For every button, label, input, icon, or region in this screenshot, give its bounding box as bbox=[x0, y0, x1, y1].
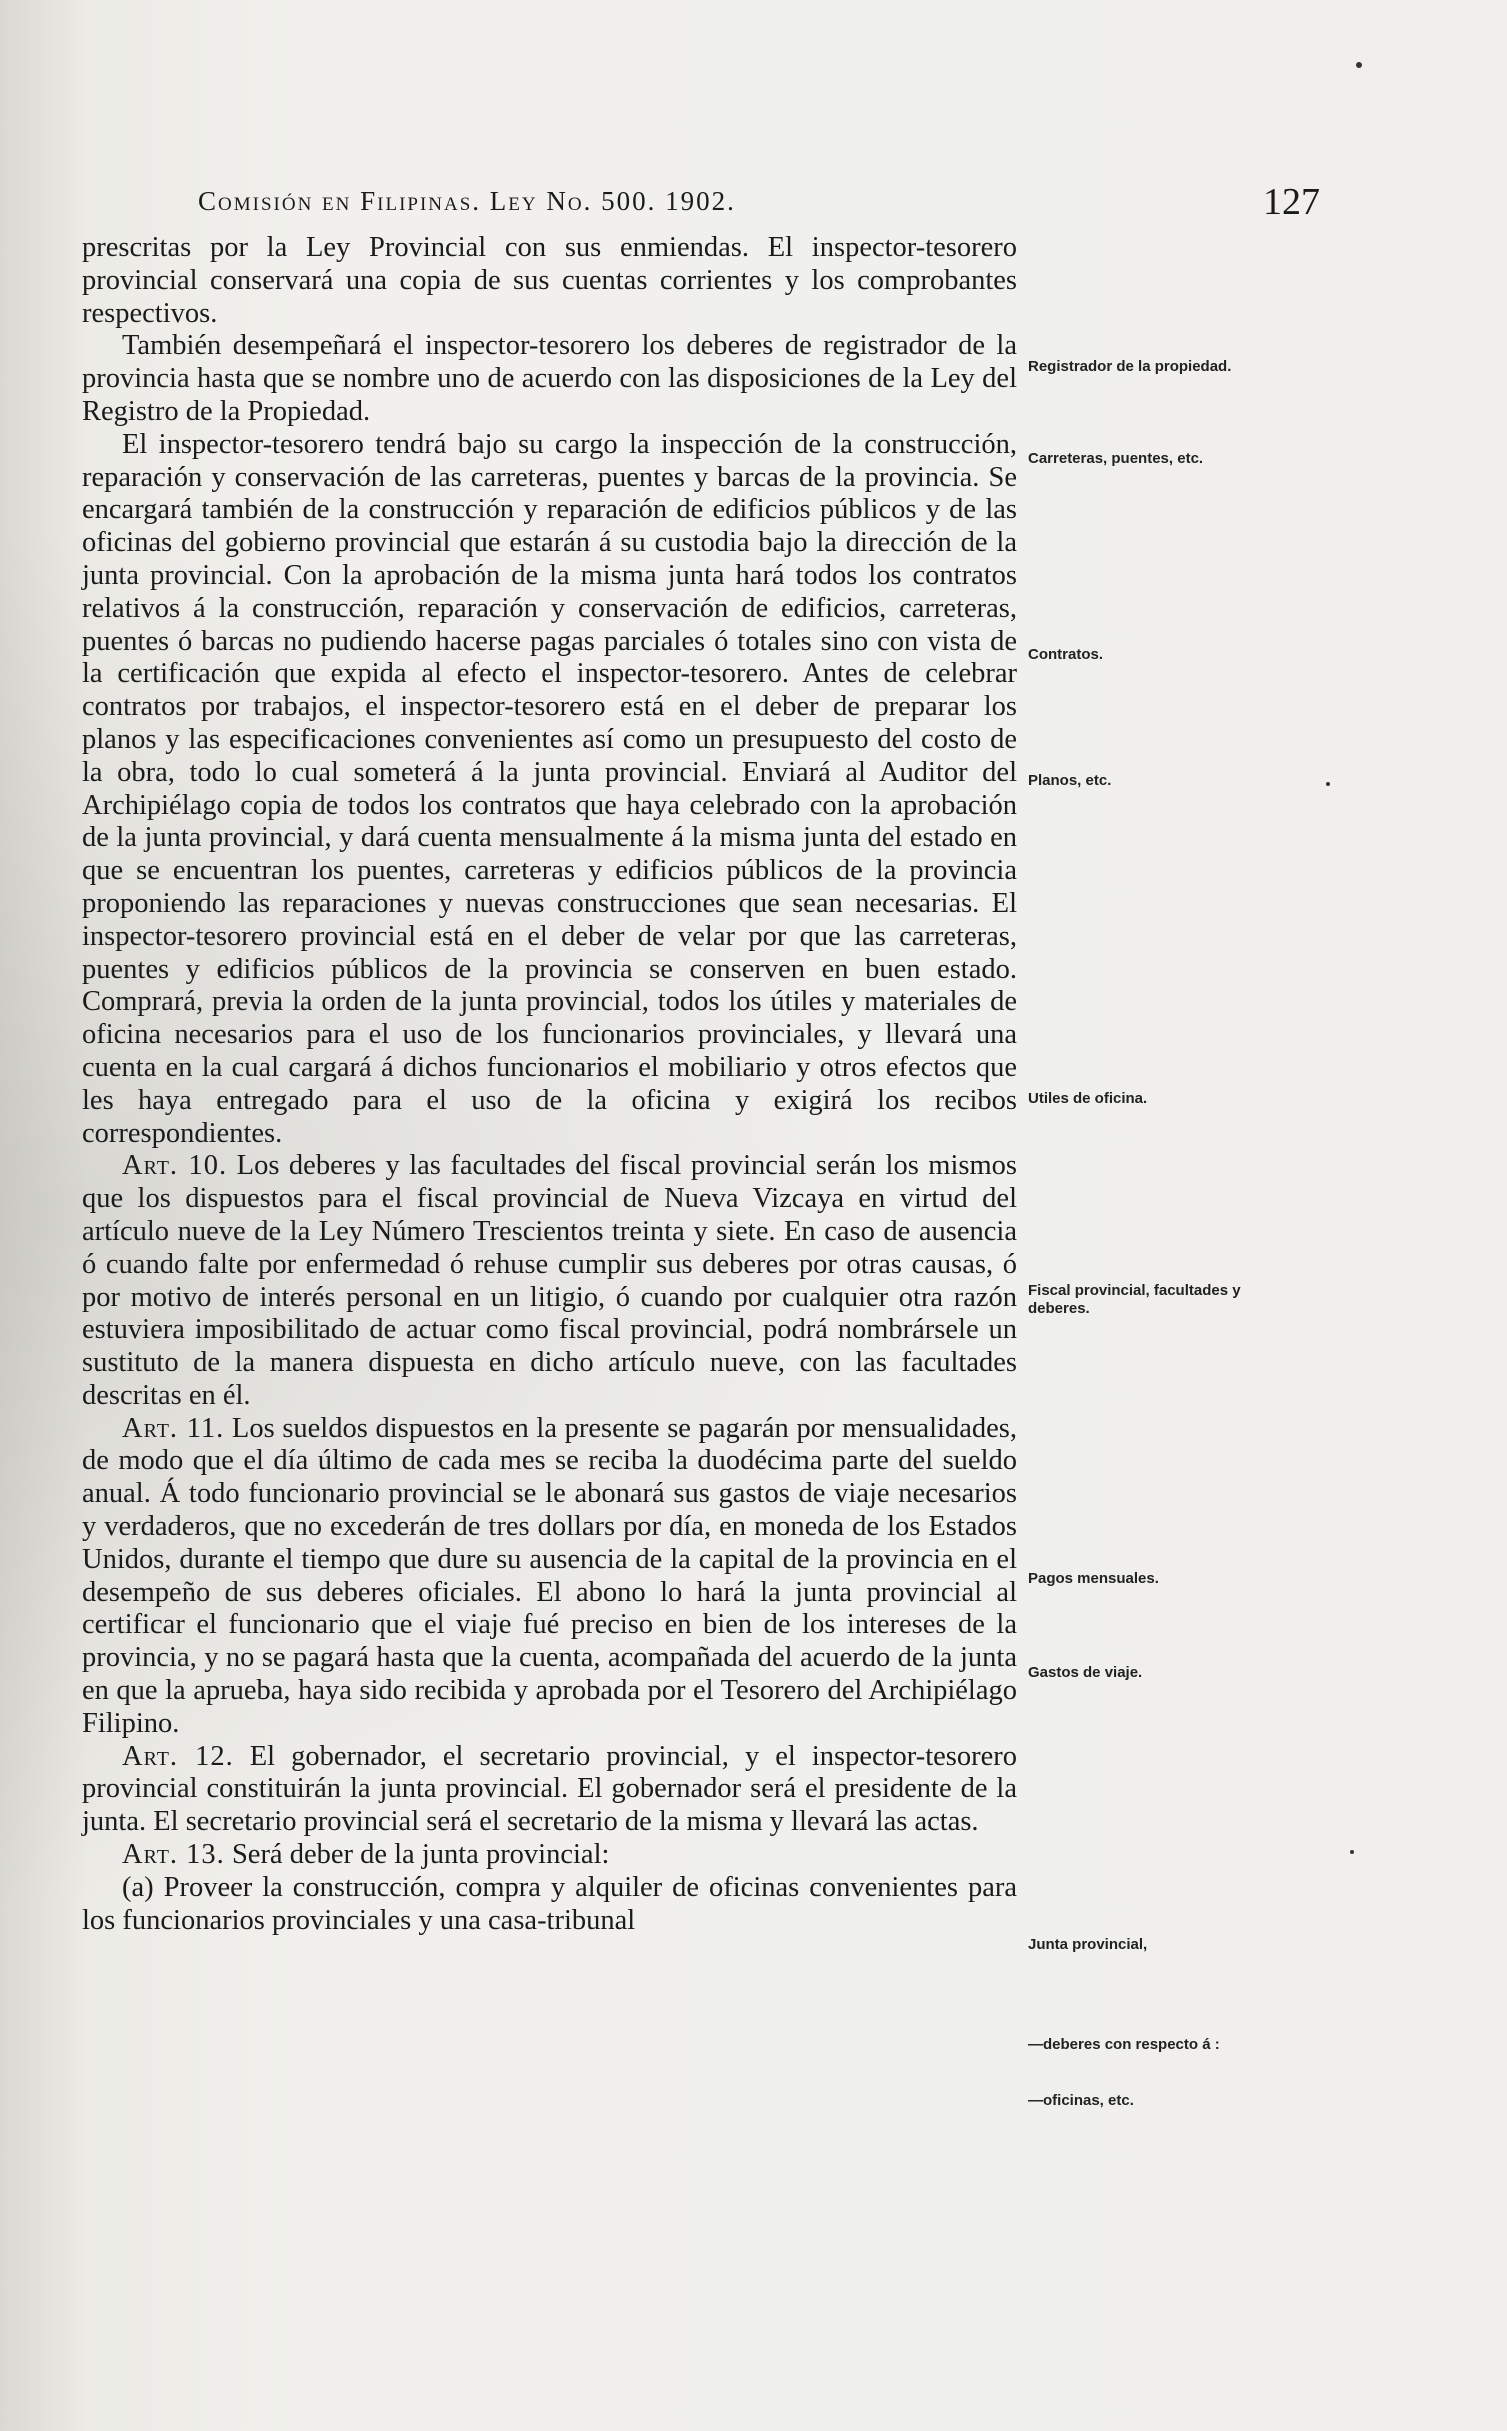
clause-a-paragraph bbox=[82, 1872, 1017, 1938]
paragraph bbox=[82, 429, 1017, 1151]
margin-note-gastos: Gastos de viaje. bbox=[1028, 1664, 1143, 1681]
margin-note-deberes: —deberes con respecto á : bbox=[1028, 2036, 1220, 2053]
running-header bbox=[198, 180, 1360, 230]
margin-note-planos: Planos, etc. bbox=[1028, 772, 1112, 789]
article-number: Art. 11. bbox=[122, 1412, 225, 1444]
article-11-paragraph bbox=[82, 1413, 1017, 1741]
article-12-paragraph bbox=[82, 1741, 1017, 1839]
margin-note-registrador: Registrador de la propiedad. bbox=[1028, 358, 1232, 375]
article-number: Art. 10. bbox=[122, 1150, 228, 1182]
paragraph-text: El gobernador, el secretario provincial, y el inspector-tesorero provincial constituirán la junta provincial. El gobernador será el presidente de la junta. El secretario provincial será el secretario de la misma y llevará las actas. bbox=[82, 1740, 1017, 1838]
article-10-paragraph bbox=[82, 1150, 1017, 1412]
ink-speck bbox=[1326, 782, 1330, 786]
ink-speck bbox=[1350, 1850, 1354, 1854]
page-number: 127 bbox=[1263, 181, 1320, 223]
article-number: Art. 13. bbox=[122, 1839, 225, 1871]
paragraph-text: (a) Proveer la construcción, compra y alquiler de oficinas convenientes para los funcionarios provinciales y una casa-tribunal bbox=[82, 1871, 1017, 1936]
margin-note-fiscal: Fiscal provincial, facultades y deberes. bbox=[1028, 1282, 1241, 1317]
margin-note-oficinas: —oficinas, etc. bbox=[1028, 2092, 1134, 2109]
margin-note-utiles: Utiles de oficina. bbox=[1028, 1090, 1148, 1107]
main-text-column bbox=[82, 232, 1017, 1937]
paragraph-text: El inspector-tesorero tendrá bajo su cargo la inspección de la construcción, reparación y conservación de las carreteras, puentes y barcas de la provincia. Se encargará también de la construcción y reparación de edificios públicos y de las oficinas del gobierno provincial que estarán á su custodia bajo la dirección de la junta provincial. Con la aprobación de la misma junta hará todos los contratos relativos á la construcción, reparación y conservación de edificios, carreteras, puentes ó barcas no pudiendo hacerse pagas parciales ó totales sino con vista de la certificación que expida al efecto el inspector-tesorero. Antes de celebrar contratos por trabajos, el inspector-tesorero está en el deber de preparar los planos y las especificaciones convenientes así como un presupuesto del costo de la obra, todo lo cual someterá á la junta provincial. Enviará al Auditor del Archipiélago copia de todos los contratos que haya celebrado con la aprobación de la junta provincial, y dará cuenta mensualmente á la misma junta del estado en que se encuentran los puentes, carreteras y edificios públicos de la provincia proponiendo las reparaciones y nuevas construcciones que sean necesarias. El inspector-tesorero provincial está en el deber de velar por que las carreteras, puentes y edificios públicos de la provincia se conserven en buen estado. Comprará, previa la orden de la junta provincial, todos los útiles y materiales de oficina necesarios para el uso de los funcionarios provinciales, y llevará una cuenta en la cual cargará á dichos funcionarios el mobiliario y otros efectos que les haya entregado para el uso de la oficina y exigirá los recibos correspondientes. bbox=[82, 428, 1017, 1149]
margin-note-junta: Junta provincial, bbox=[1028, 1936, 1148, 1953]
paragraph bbox=[82, 330, 1017, 428]
paragraph-text: También desempeñará el inspector-tesorero los deberes de registrador de la provincia hasta que se nombre uno de acuerdo con las disposiciones de la Ley del Registro de la Propiedad. bbox=[82, 330, 1017, 427]
paragraph-text: Será deber de la junta provincial: bbox=[224, 1839, 610, 1871]
margin-note-pagos: Pagos mensuales. bbox=[1028, 1570, 1159, 1587]
margin-note-contratos: Contratos. bbox=[1028, 646, 1103, 663]
paragraph-text: Los sueldos dispuestos en la presente se pagarán por mensualidades, de modo que el día último de cada mes se reciba la duodécima parte del sueldo anual. Á todo funcionario provincial se le abonará sus gastos de viaje necesarios y verdaderos, que no excederán de tres dollars por día, en moneda de los Estados Unidos, durante el tiempo que dure su ausencia de la capital de la provincia en el desempeño de sus deberes oficiales. El abono lo hará la junta provincial al certificar el funcionario que el viaje fué preciso en bien de los intereses de la provincia, y no se pagará hasta que la cuenta, acompañada del acuerdo de la junta en que la aprueba, haya sido recibida y aprobada por el Tesorero del Archipiélago Filipino. bbox=[82, 1412, 1017, 1739]
paragraph bbox=[82, 232, 1017, 330]
article-13-paragraph bbox=[82, 1839, 1017, 1872]
article-number: Art. 12. bbox=[122, 1740, 234, 1772]
running-header-title: Comisión en Filipinas. Ley No. 500. 1902. bbox=[198, 186, 736, 216]
ink-speck bbox=[1356, 62, 1362, 68]
paragraph-text: prescritas por la Ley Provincial con sus enmiendas. El inspector-tesorero provincial conservará una copia de sus cuentas corrientes y los comprobantes respectivos. bbox=[82, 232, 1017, 329]
margin-note-carreteras: Carreteras, puentes, etc. bbox=[1028, 450, 1204, 467]
paragraph-text: Los deberes y las facultades del fiscal provincial serán los mismos que los dispuestos para el fiscal provincial de Nueva Vizcaya en virtud del artículo nueve de la Ley Número Trescientos treinta y siete. En caso de ausencia ó cuando falte por enfermedad ó rehuse cumplir sus deberes por otras causas, ó por motivo de interés personal en un litigio, ó cuando por cualquier otra razón estuviera imposibilitado de actuar como fiscal provincial, podrá nombrársele un sustituto de la manera dispuesta en dicho artículo nueve, con las facultades descritas en él. bbox=[82, 1150, 1017, 1411]
